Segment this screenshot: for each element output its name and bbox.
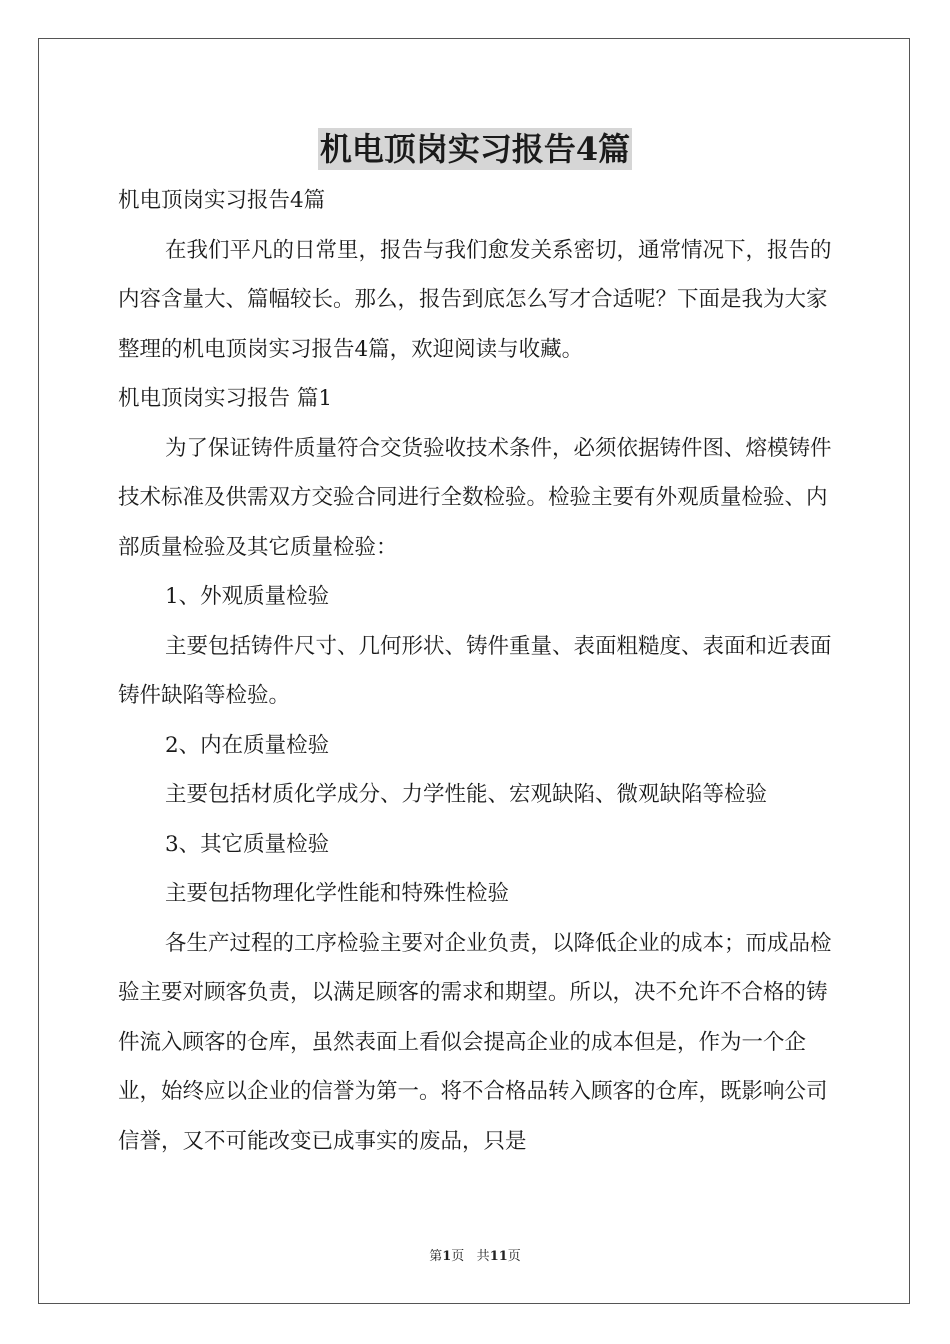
page-number-suffix: 页 — [451, 1249, 465, 1264]
section-heading: 机电顶岗实习报告 篇1 — [118, 386, 333, 411]
body-paragraph: 主要包括材质化学成分、力学性能、宏观缺陷、微观缺陷等检验 — [165, 782, 768, 807]
page-title: 机电顶岗实习报告4篇 — [319, 130, 631, 168]
intro-paragraph: 在我们平凡的日常里，报告与我们愈发关系密切，通常情况下，报告的内容含量大、篇幅较长。那么，报告到底怎么写才合适呢？下面是我为大家整理的机电顶岗实习报告4篇，欢迎阅读与收藏。 — [118, 237, 832, 362]
page-current: 1 — [442, 1249, 452, 1264]
page-footer — [0, 1248, 950, 1266]
page-total-suffix: 页 — [507, 1249, 521, 1264]
body-paragraph: 主要包括铸件尺寸、几何形状、铸件重量、表面粗糙度、表面和近表面铸件缺陷等检验。 — [118, 633, 832, 708]
body-paragraph: 各生产过程的工序检验主要对企业负责，以降低企业的成本；而成品检验主要对顾客负责，以满足顾客的需求和期望。所以，决不允许不合格的铸件流入顾客的仓库，虽然表面上看似会提高企业的成本但是，作为一个企业，始终应以企业的信誉为第一。将不合格品转入顾客的仓库，既影响公司信誉，又不可能改变已成事实的废品，只是 — [118, 930, 832, 1154]
list-heading: 2、内在质量检验 — [165, 732, 330, 758]
body-paragraph: 为了保证铸件质量符合交货验收技术条件，必须依据铸件图、熔模铸件技术标准及供需双方交验合同进行全数检验。检验主要有外观质量检验、内部质量检验及其它质量检验： — [118, 435, 832, 560]
document-body — [118, 176, 834, 1166]
body-paragraph: 主要包括物理化学性能和特殊性检验 — [165, 881, 510, 906]
page-number-prefix: 第 — [429, 1249, 443, 1264]
subtitle-line: 机电顶岗实习报告4篇 — [118, 188, 326, 213]
title-container — [0, 128, 950, 170]
page-total-prefix: 共 — [476, 1249, 490, 1264]
list-heading: 1、外观质量检验 — [165, 584, 330, 609]
list-heading: 3、其它质量检验 — [165, 831, 330, 857]
page-total: 11 — [489, 1249, 508, 1264]
